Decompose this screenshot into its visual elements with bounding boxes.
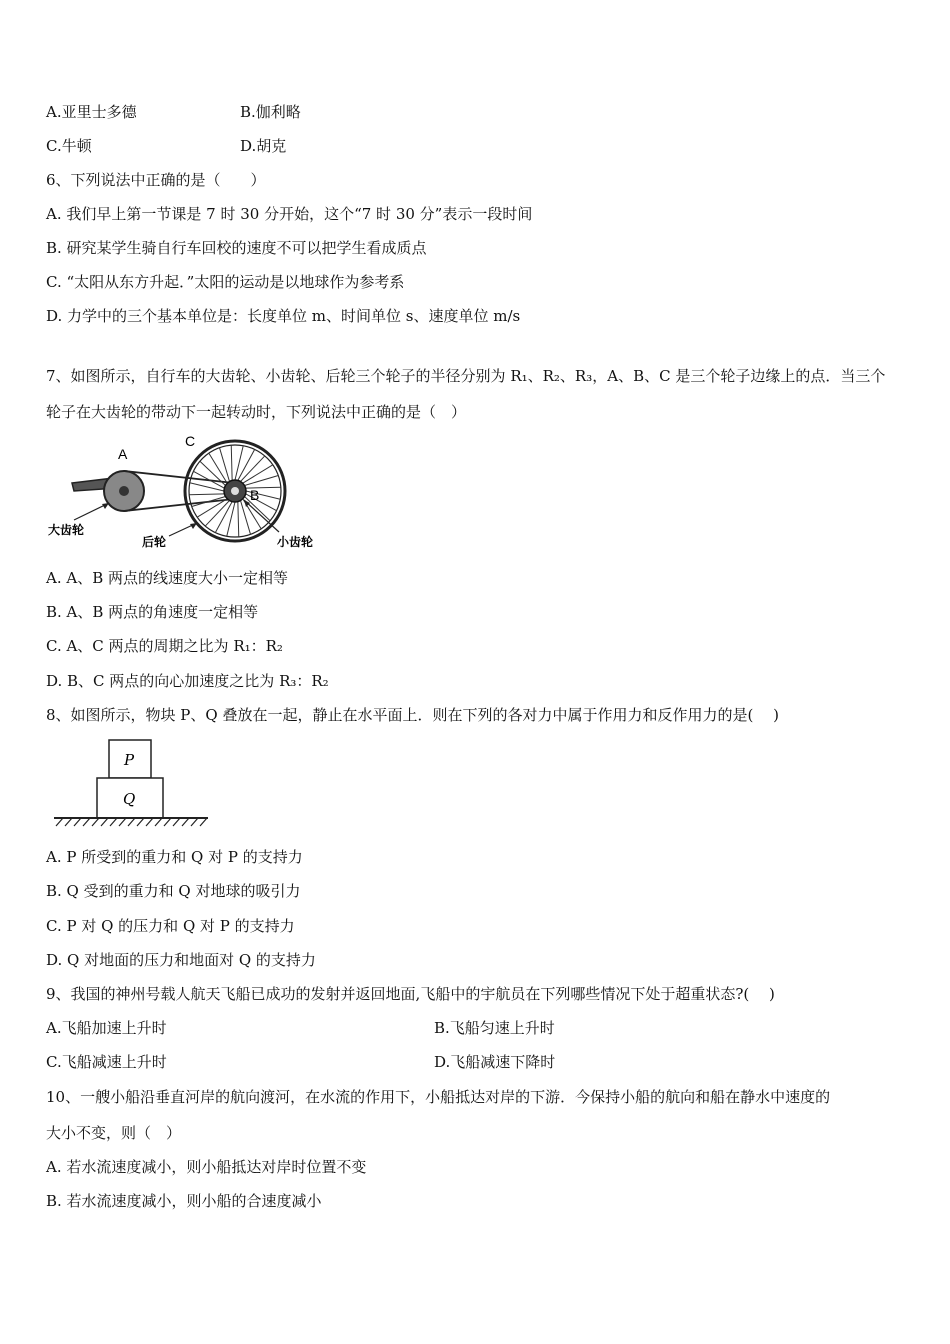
hatch-stroke xyxy=(173,818,180,826)
q7-option-b: B. A、B 两点的角速度一定相等 xyxy=(46,603,259,621)
q7-option-d: D. B、C 两点的向心加速度之比为 R₃：R₂ xyxy=(46,672,329,690)
q6-option-b: B. 研究某学生骑自行车回校的速度不可以把学生看成质点 xyxy=(46,239,427,257)
hatch-stroke xyxy=(155,818,162,826)
q5-option-a: A.亚里士多德 xyxy=(46,103,137,121)
hatch-stroke xyxy=(182,818,189,826)
label-big-gear: 大齿轮 xyxy=(48,523,85,537)
hatch-stroke xyxy=(83,818,90,826)
q6-option-c: C. “太阳从东方升起．”太阳的运动是以地球作为参考系 xyxy=(46,273,405,291)
q7-stem-line2: 轮子在大齿轮的带动下一起转动时，下列说法中正确的是（ ） xyxy=(46,403,467,421)
spoke xyxy=(227,502,235,536)
hatch-stroke xyxy=(92,818,99,826)
label-rear-wheel: 后轮 xyxy=(142,535,167,549)
spoke xyxy=(238,502,239,537)
small-gear-hub xyxy=(231,487,239,495)
hatch-stroke xyxy=(56,818,63,826)
label-block-p: P xyxy=(124,751,135,769)
q7-option-c: C. A、C 两点的周期之比为 R₁：R₂ xyxy=(46,637,283,655)
stacked-blocks-figure xyxy=(52,734,212,830)
spoke xyxy=(245,476,279,486)
hatch-stroke xyxy=(101,818,108,826)
hatch-stroke xyxy=(74,818,81,826)
spoke xyxy=(241,501,251,535)
q9-option-b: B.飞船匀速上升时 xyxy=(434,1019,555,1037)
q9-option-a: A.飞船加速上升时 xyxy=(46,1019,167,1037)
hatch-stroke xyxy=(146,818,153,826)
hatch-stroke xyxy=(200,818,207,826)
hatch-stroke xyxy=(191,818,198,826)
q5-option-b: B.伽利略 xyxy=(240,103,301,121)
hatch-stroke xyxy=(119,818,126,826)
hatch-stroke xyxy=(65,818,72,826)
label-small-gear: 小齿轮 xyxy=(277,535,314,549)
hatch-stroke xyxy=(128,818,135,826)
spoke xyxy=(220,448,230,482)
label-point-c: C xyxy=(185,433,196,449)
q5-option-c: C.牛顿 xyxy=(46,137,92,155)
q10-stem-line2: 大小不变，则（ ） xyxy=(46,1124,182,1142)
hatch-stroke xyxy=(137,818,144,826)
q8-option-a: A. P 所受到的重力和 Q 对 P 的支持力 xyxy=(46,848,303,866)
spoke xyxy=(235,446,243,480)
spoke xyxy=(190,483,224,491)
q9-stem: 9、我国的神州号载人航天飞船已成功的发射并返回地面,飞船中的宇航员在下列哪些情况下处于超重状态?( ) xyxy=(46,985,775,1003)
q9-option-c: C.飞船减速上升时 xyxy=(46,1053,167,1071)
bicycle-gear-figure xyxy=(44,428,344,558)
label-point-b: B xyxy=(250,487,260,503)
q10-option-a: A. 若水流速度减小，则小船抵达对岸时位置不变 xyxy=(46,1158,367,1176)
label-block-q: Q xyxy=(123,790,136,808)
spoke xyxy=(189,494,224,495)
q6-option-a: A. 我们早上第一节课是 7 时 30 分开始，这个“7 时 30 分”表示一段时间 xyxy=(46,205,533,223)
hatch-stroke xyxy=(164,818,171,826)
q8-option-d: D. Q 对地面的压力和地面对 Q 的支持力 xyxy=(46,951,316,969)
big-gear-hub xyxy=(119,486,129,496)
q7-stem-line1: 7、如图所示，自行车的大齿轮、小齿轮、后轮三个轮子的半径分别为 R₁、R₂、R₃，A、B、C 是三个轮子边缘上的点．当三个 xyxy=(46,367,886,385)
q8-option-b: B. Q 受到的重力和 Q 对地球的吸引力 xyxy=(46,882,301,900)
q6-stem: 6、下列说法中正确的是（ ） xyxy=(46,171,266,189)
q8-stem: 8、如图所示，物块 P、Q 叠放在一起，静止在水平面上．则在下列的各对力中属于作用力和反作用力的是( ) xyxy=(46,706,779,724)
q6-option-d: D. 力学中的三个基本单位是：长度单位 m、时间单位 s、速度单位 m/s xyxy=(46,307,521,325)
q5-option-d: D.胡克 xyxy=(240,137,287,155)
spoke xyxy=(231,445,232,480)
q9-option-d: D.飞船减速下降时 xyxy=(434,1053,556,1071)
ground-hatching xyxy=(56,818,207,826)
label-point-a: A xyxy=(118,446,128,462)
q10-option-b: B. 若水流速度减小，则小船的合速度减小 xyxy=(46,1192,322,1210)
hatch-stroke xyxy=(110,818,117,826)
spoke xyxy=(192,497,226,507)
q8-option-c: C. P 对 Q 的压力和 Q 对 P 的支持力 xyxy=(46,917,295,935)
q7-option-a: A. A、B 两点的线速度大小一定相等 xyxy=(46,569,288,587)
q10-stem-line1: 10、一艘小船沿垂直河岸的航向渡河，在水流的作用下，小船抵达对岸的下游．今保持小船的航向和船在静水中速度的 xyxy=(46,1088,831,1106)
